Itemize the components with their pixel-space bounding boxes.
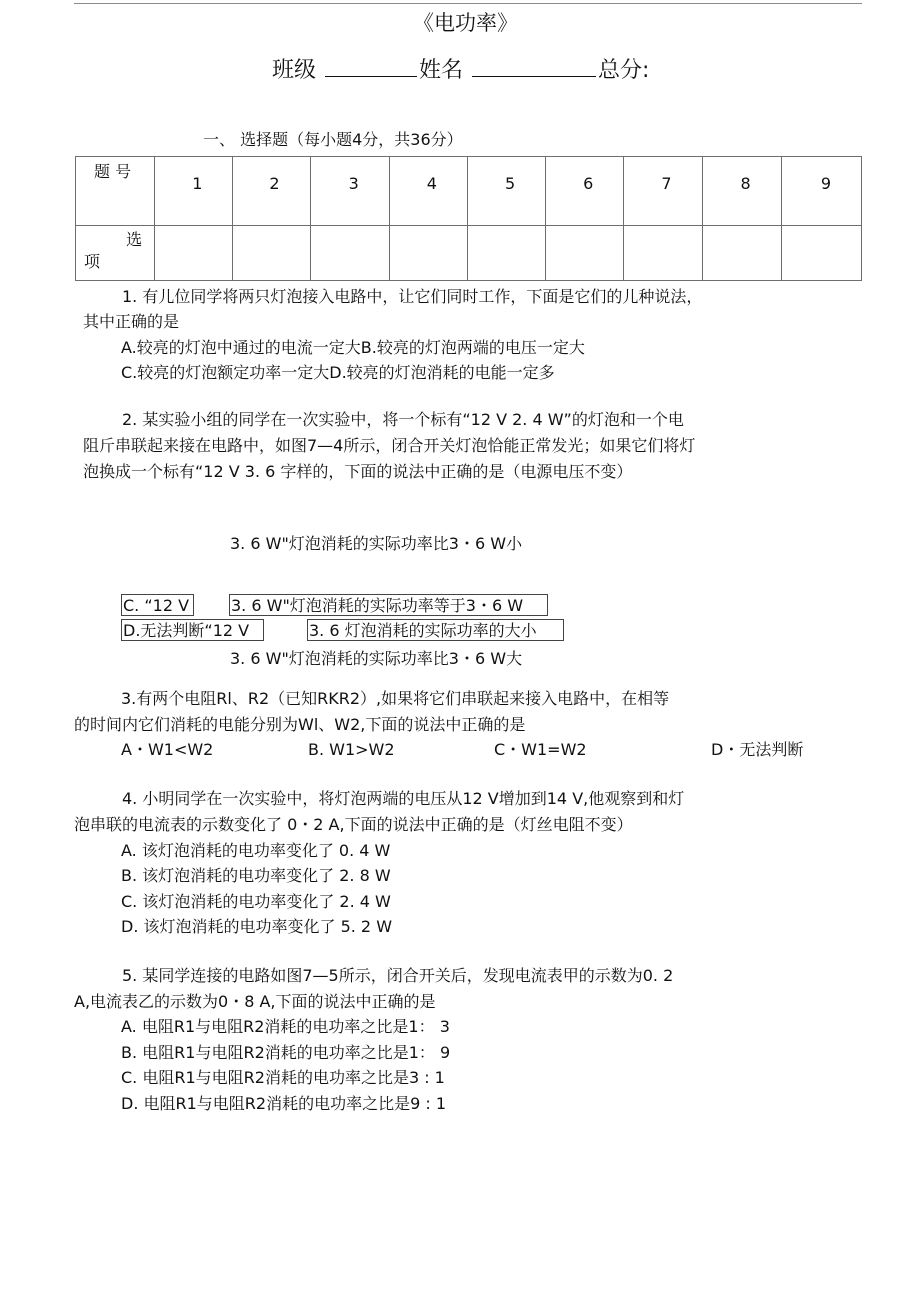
q4-option-b: B. 该灯泡消耗的电功率变化了 2. 8 W [121, 866, 391, 885]
total-label: 总分: [598, 58, 650, 83]
name-label: 姓名 [419, 58, 464, 83]
q3-stem-line1: 3.有两个电阻Rl、R2（已知RKR2）,如果将它们串联起来接入电路中，在相等 [121, 689, 670, 708]
name-blank[interactable] [472, 56, 596, 77]
table-row-numbers [76, 157, 862, 226]
answer-cell[interactable] [389, 226, 467, 281]
answer-cell[interactable] [233, 226, 310, 281]
question-number-label: 题 号 [76, 157, 155, 226]
question-number: 6 [546, 157, 624, 226]
q2-option-d-prefix: D.无法判断“12 V [121, 619, 264, 641]
answer-cell[interactable] [155, 226, 233, 281]
q1-stem-line1: 1. 有儿位同学将两只灯泡接入电路中，让它们同时工作，下面是它们的儿种说法， [122, 287, 703, 306]
q3-option-c: C・W1=W2 [494, 740, 587, 759]
q2-stem-line1: 2. 某实验小组的同学在一次实验中，将一个标有“12 V 2. 4 W”的灯泡和一个电 [122, 410, 684, 429]
q5-stem-line2: A,电流表乙的示数为0・8 A,下面的说法中正确的是 [74, 992, 436, 1011]
q2-option-a: 3. 6 W"灯泡消耗的实际功率比3・6 W小 [230, 534, 523, 553]
student-info-line [272, 56, 649, 85]
q5-option-b: B. 电阻R1与电阻R2消耗的电功率之比是1： 9 [121, 1043, 451, 1062]
q4-option-c: C. 该灯泡消耗的电功率变化了 2. 4 W [121, 892, 391, 911]
answer-cell[interactable] [702, 226, 781, 281]
q4-stem-line2: 泡串联的电流表的示数变化了 0・2 A,下面的说法中正确的是（灯丝电阻不变） [74, 815, 633, 834]
q4-stem-line1: 4. 小明同学在一次实验中，将灯泡两端的电压从12 V增加到14 V,他观察到和灯 [122, 789, 685, 808]
q3-option-b: B. W1>W2 [308, 740, 395, 759]
q4-option-d: D. 该灯泡消耗的电功率变化了 5. 2 W [121, 917, 393, 936]
q5-option-c: C. 电阻R1与电阻R2消耗的电功率之比是3 : 1 [121, 1068, 445, 1087]
q3-stem-line2: 的时间内它们消耗的电能分别为Wl、W2,下面的说法中正确的是 [74, 715, 526, 734]
answer-cell[interactable] [310, 226, 389, 281]
q2-stem-line2: 阻斤串联起来接在电路中，如图7—4所示，闭合开关灯泡恰能正常发光；如果它们将灯 [83, 436, 696, 455]
q4-option-a: A. 该灯泡消耗的电功率变化了 0. 4 W [121, 841, 391, 860]
q5-option-d: D. 电阻R1与电阻R2消耗的电功率之比是9 : 1 [121, 1094, 447, 1113]
answer-cell[interactable] [781, 226, 861, 281]
q5-stem-line1: 5. 某同学连接的电路如图7—5所示，闭合开关后，发现电流表甲的示数为0. 2 [122, 966, 674, 985]
q3-option-d: D・无法判断 [711, 740, 804, 759]
q3-option-a: A・W1<W2 [121, 740, 214, 759]
question-number: 4 [389, 157, 467, 226]
q1-stem-line2: 其中正确的是 [83, 312, 180, 331]
document-title: 《电功率》 [413, 11, 518, 35]
q2-option-c-text: 3. 6 W"灯泡消耗的实际功率等于3・6 W [229, 594, 548, 616]
table-row-answers [76, 226, 862, 281]
question-number: 8 [702, 157, 781, 226]
q2-stem-line3: 泡换成一个标有“12 V 3. 6 字样的，下面的说法中正确的是（电源电压不变） [83, 462, 633, 481]
section-heading: 一、 选择题（每小题4分，共36分） [203, 130, 463, 149]
answer-cell[interactable] [467, 226, 545, 281]
q1-options-cd: C.较亮的灯泡额定功率一定大D.较亮的灯泡消耗的电能一定多 [121, 363, 555, 382]
answer-option-label: 选 项 [76, 226, 155, 281]
q1-options-ab: A.较亮的灯泡中通过的电流一定大B.较亮的灯泡两端的电压一定大 [121, 338, 585, 357]
q2-option-c-prefix: C. “12 V [121, 594, 194, 616]
question-number: 7 [624, 157, 702, 226]
q2-option-b: 3. 6 W"灯泡消耗的实际功率比3・6 W大 [230, 649, 523, 668]
question-number: 9 [781, 157, 861, 226]
class-blank[interactable] [325, 56, 417, 77]
question-number: 1 [155, 157, 233, 226]
question-number: 2 [233, 157, 310, 226]
question-number: 5 [467, 157, 545, 226]
q5-option-a: A. 电阻R1与电阻R2消耗的电功率之比是1： 3 [121, 1017, 450, 1036]
q2-option-d-text: 3. 6 灯泡消耗的实际功率的大小 [307, 619, 564, 641]
answer-table [75, 156, 862, 281]
answer-cell[interactable] [624, 226, 702, 281]
answer-cell[interactable] [546, 226, 624, 281]
class-label: 班级 [272, 58, 317, 83]
top-rule [74, 3, 862, 4]
question-number: 3 [310, 157, 389, 226]
